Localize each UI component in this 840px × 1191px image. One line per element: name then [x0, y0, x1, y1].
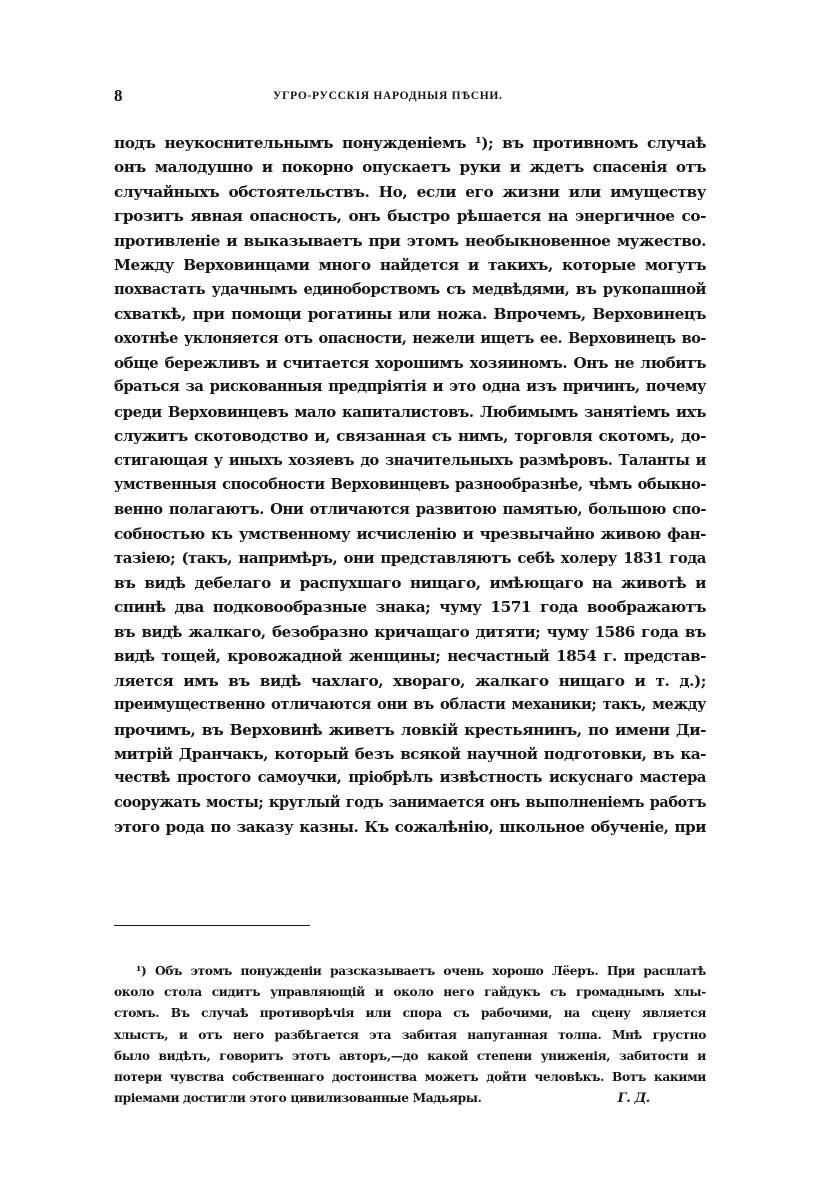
text-line: умственныя способности Верховинцевъ разнообразнѣе, чѣмъ обыкно-	[114, 476, 706, 494]
text-line: чествѣ простого самоучки, пріобрѣлъ извѣстность искуснаго мастера	[114, 769, 706, 787]
text-line: противленіе и выказываетъ при этомъ необыкновенное мужество.	[114, 231, 706, 250]
text-line: прочимъ, въ Верховинѣ живетъ ловкій крестьянинъ, по имени Ди-	[114, 720, 706, 739]
footnote-signature: Г. Д.	[617, 1091, 650, 1107]
text-line: подъ неукоснительнымъ понужденіемъ ¹); въ противномъ случаѣ	[114, 134, 706, 152]
text-line: охотнѣе уклоняется отъ опасности, нежели ищетъ ее. Верховинецъ во-	[114, 329, 706, 347]
footnote-line: ¹) Объ этомъ понужденіи разсказываетъ очень хорошо Лёеръ. При расплатѣ	[136, 964, 706, 978]
page-number: 8	[114, 86, 123, 105]
text-line: случайныхъ обстоятельствъ. Но, если его жизни или имуществу	[114, 182, 706, 201]
footnote-line: потери чувства собственнаго достоинства можетъ дойти человѣкъ. Вотъ какими	[114, 1069, 706, 1084]
footnote-line: пріемами достигли этого цивилизованные Мадьяры.	[114, 1091, 482, 1106]
text-line: въ видѣ дебелаго и распухшаго нищаго, имѣющаго на животѣ и	[114, 573, 706, 592]
text-line: грозитъ явная опасность, онъ быстро рѣшается на энергичное со-	[114, 207, 706, 226]
text-line: служитъ скотоводство и, связанная съ нимъ, торговля скотомъ, до-	[114, 427, 706, 446]
text-line: онъ малодушно и покорно опускаетъ руки и ждетъ спасенія отъ	[114, 158, 706, 177]
text-line: похвастать удачнымъ единоборствомъ съ медвѣдями, въ рукопашной	[114, 280, 706, 298]
text-line: тазіею; (такъ, напримѣръ, они представляютъ себѣ холеру 1831 года	[114, 549, 706, 568]
text-line: спинѣ два подковообразные знака; чуму 1571 года воображаютъ	[114, 598, 706, 617]
running-title: УГРО-РУССКІЯ НАРОДНЫЯ ПѢСНИ.	[273, 90, 503, 102]
body-text	[114, 131, 706, 840]
footnote-divider	[114, 925, 310, 926]
footnote-last-line	[114, 1088, 706, 1109]
footnote-line: около стола сидитъ управляющій и около него гайдукъ съ громаднымъ хлы-	[114, 985, 706, 1000]
text-line: ляется имъ въ видѣ чахлаго, хвораго, жалкаго нищаго и т. д.);	[114, 671, 706, 690]
text-line: митрій Дранчакъ, который безъ всякой научной подготовки, въ ка-	[114, 744, 706, 763]
footnote-line: стомъ. Въ случаѣ противорѣчія или спора съ рабочими, на сцену является	[114, 1006, 706, 1021]
text-line: собностью къ умственному исчисленію и чрезвычайно живою фан-	[114, 525, 706, 543]
text-line: сооружать мосты; круглый годъ занимается онъ выполненіемъ работъ	[114, 793, 706, 811]
text-line: преимущественно отличаются они въ области механики; такъ, между	[114, 696, 706, 714]
footnote	[114, 961, 706, 1109]
text-line: венно полагаютъ. Они отличаются развитою памятью, большою спо-	[114, 500, 706, 518]
text-line: схваткѣ, при помощи рогатины или ножа. Впрочемъ, Верховинецъ	[114, 305, 706, 324]
text-line: среди Верховинцевъ мало капиталистовъ. Любимымъ занятіемъ ихъ	[114, 402, 706, 421]
footnote-line: было видѣть, говоритъ этотъ авторъ,—до какой степени униженія, забитости и	[114, 1048, 706, 1063]
text-line: обще бережливъ и считается хорошимъ хозяиномъ. Онъ не любитъ	[114, 353, 706, 372]
text-line: въ видѣ жалкаго, безобразно кричащаго дитяти; чуму 1586 года въ	[114, 622, 706, 641]
text-line: видѣ тощей, кровожадной женщины; несчастный 1854 г. представ-	[114, 647, 706, 666]
text-line: стигающая у иныхъ хозяевъ до значительныхъ размѣровъ. Таланты и	[114, 451, 706, 469]
page-header	[114, 86, 704, 110]
text-line: браться за рискованныя предпріятія и это одна изъ причинъ, почему	[114, 378, 706, 396]
text-line: Между Верховинцами много найдется и такихъ, которые могутъ	[114, 256, 706, 275]
text-line: этого рода по заказу казны. Къ сожалѣнію, школьное обученіе, при	[114, 818, 706, 837]
footnote-line: хлыстъ, и отъ него разбѣгается эта забитая напуганная толпа. Мнѣ грустно	[114, 1027, 706, 1042]
